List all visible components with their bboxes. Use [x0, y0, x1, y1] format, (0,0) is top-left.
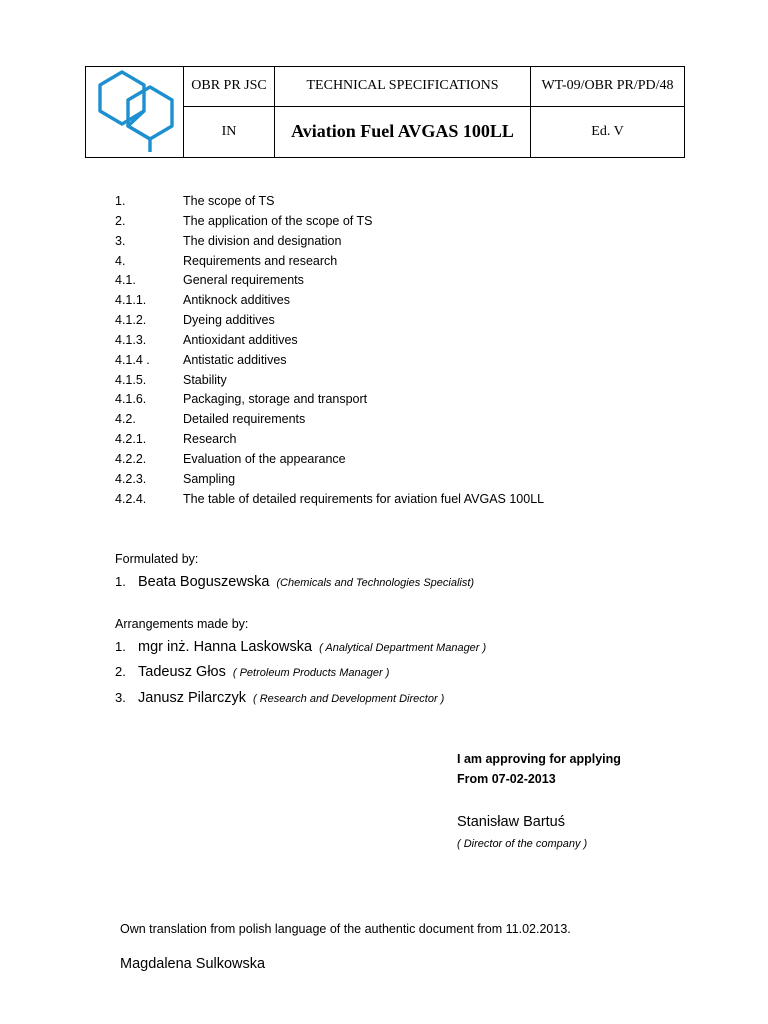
list-number: 3. — [115, 690, 126, 705]
toc-number: 4.1.1. — [115, 293, 147, 308]
translator-name: Magdalena Sulkowska — [120, 956, 266, 972]
person-name: Janusz Pilarczyk — [138, 690, 246, 706]
approval-statement: I am approving for applying — [457, 752, 621, 766]
toc-title: General requirements — [183, 273, 304, 288]
approval-date: From 07-02-2013 — [457, 772, 556, 786]
toc-title: The scope of TS — [183, 194, 275, 208]
toc-number: 4.1.4 . — [115, 352, 150, 367]
toc-number: 4.2. — [115, 412, 136, 427]
person-name: Tadeusz Głos — [138, 664, 226, 680]
list-number: 1. — [115, 574, 126, 589]
toc-number: 4.1. — [115, 273, 136, 288]
table-of-contents — [115, 192, 675, 510]
toc-number: 4. — [115, 253, 126, 268]
toc-number: 4.2.2. — [115, 451, 147, 466]
toc-title: Evaluation of the appearance — [183, 451, 346, 466]
toc-title: Stability — [183, 372, 227, 387]
toc-item — [115, 331, 675, 351]
arranger-entry — [115, 690, 444, 706]
toc-item — [115, 351, 675, 371]
hexagon-logo-icon — [95, 69, 175, 155]
toc-title: Packaging, storage and transport — [183, 392, 368, 407]
formulated-by-label: Formulated by: — [115, 552, 199, 566]
toc-item — [115, 232, 675, 252]
toc-title: Requirements and research — [183, 253, 338, 268]
arrangements-label: Arrangements made by: — [115, 617, 249, 631]
toc-item — [115, 450, 675, 470]
arranger-entry — [115, 639, 486, 655]
arranger-entry — [115, 664, 389, 680]
toc-item — [115, 192, 675, 212]
org-name: OBR PR JSC — [184, 67, 275, 107]
toc-title: Detailed requirements — [183, 412, 306, 427]
toc-item — [115, 271, 675, 291]
person-role: ( Research and Development Director ) — [252, 693, 445, 705]
toc-title: Dyeing additives — [183, 313, 275, 328]
toc-item — [115, 490, 675, 510]
document-title: Aviation Fuel AVGAS 100LL — [275, 106, 531, 157]
toc-number: 1. — [115, 194, 126, 208]
toc-title: Research — [183, 432, 237, 447]
company-logo — [86, 67, 184, 158]
toc-item — [115, 291, 675, 311]
toc-title: Sampling — [183, 471, 236, 486]
toc-title: Antiknock additives — [183, 293, 291, 308]
language-code: IN — [184, 106, 275, 157]
toc-item — [115, 470, 675, 490]
director-name: Stanisław Bartuś — [457, 814, 565, 830]
toc-item — [115, 311, 675, 331]
document-code: WT-09/OBR PR/PD/48 — [531, 67, 685, 107]
person-role: (Chemicals and Technologies Specialist) — [276, 577, 475, 589]
person-role: ( Analytical Department Manager ) — [319, 642, 487, 654]
toc-title: Antistatic additives — [183, 352, 287, 367]
toc-number: 4.2.1. — [115, 432, 147, 447]
toc-item — [115, 390, 675, 410]
list-number: 1. — [115, 639, 126, 654]
toc-item — [115, 410, 675, 430]
toc-title: The application of the scope of TS — [183, 213, 373, 228]
toc-number: 4.2.4. — [115, 491, 147, 506]
toc-item — [115, 212, 675, 232]
toc-number: 4.1.2. — [115, 313, 147, 328]
person-name: Beata Boguszewska — [138, 574, 270, 590]
toc-item — [115, 371, 675, 391]
toc-item — [115, 430, 675, 450]
toc-title: The division and designation — [183, 233, 342, 248]
toc-number: 4.1.3. — [115, 332, 147, 347]
document-type: TECHNICAL SPECIFICATIONS — [275, 67, 531, 107]
translation-note: Own translation from polish language of the authentic document from 11.02.2013. — [120, 922, 571, 936]
toc-number: 4.2.3. — [115, 471, 147, 486]
document-header-table — [85, 66, 685, 158]
toc-number: 4.1.5. — [115, 372, 147, 387]
toc-number: 3. — [115, 233, 126, 248]
person-name: mgr inż. Hanna Laskowska — [138, 639, 313, 655]
toc-number: 2. — [115, 213, 126, 228]
toc-item — [115, 252, 675, 272]
list-number: 2. — [115, 664, 126, 679]
formulator-entry — [115, 574, 474, 590]
director-role: ( Director of the company ) — [457, 838, 588, 850]
edition: Ed. V — [531, 106, 685, 157]
toc-number: 4.1.6. — [115, 392, 147, 407]
toc-title: The table of detailed requirements for aviation fuel AVGAS 100LL — [183, 491, 545, 506]
person-role: ( Petroleum Products Manager ) — [232, 667, 390, 679]
toc-title: Antioxidant additives — [183, 332, 298, 347]
